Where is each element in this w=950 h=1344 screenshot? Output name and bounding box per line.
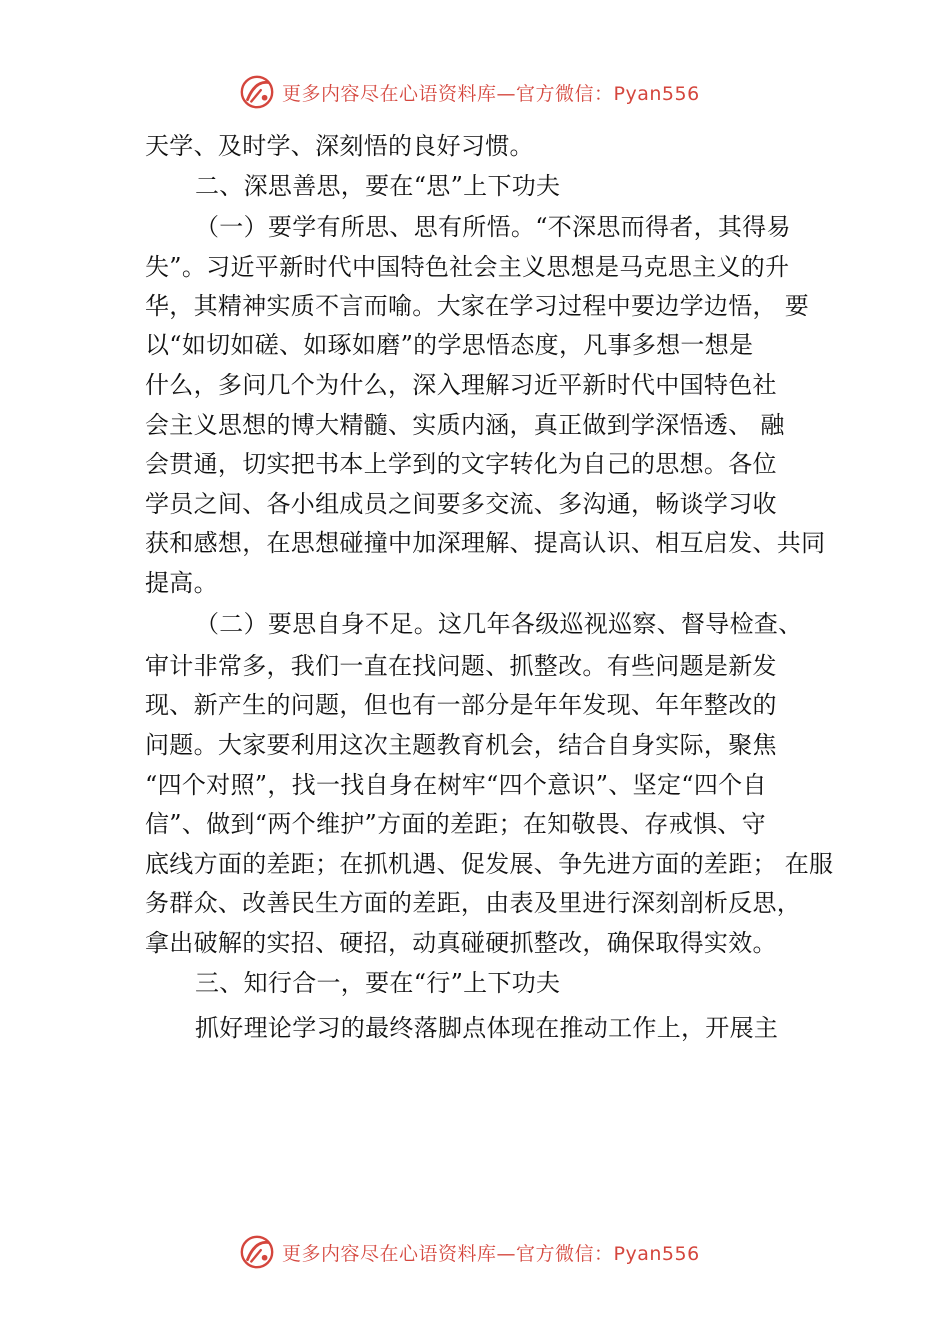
text-line: 会贯通，切实把书本上学到的文字转化为自己的思想。各位 bbox=[145, 450, 777, 478]
text-line: 审计非常多，我们一直在找问题、抓整改。有些问题是新发 bbox=[145, 652, 777, 680]
header-banner-text: 更多内容尽在心语资料库—官方微信：Pyan556 bbox=[282, 82, 700, 105]
footer-banner-text: 更多内容尽在心语资料库—官方微信：Pyan556 bbox=[282, 1242, 700, 1265]
text-line: 问题。大家要利用这次主题教育机会，结合自身实际，聚焦 bbox=[145, 731, 777, 759]
text-line: 什么，多问几个为什么，深入理解习近平新时代中国特色社 bbox=[145, 371, 777, 399]
text-line: 获和感想，在思想碰撞中加深理解、提高认识、相互启发、共同 bbox=[145, 529, 826, 557]
text-line: “四个对照”，找一找自身在树牢“四个意识”、坚定“四个自 bbox=[145, 771, 767, 799]
text-line: 提高。 bbox=[145, 569, 218, 597]
text-line: 信”、做到“两个维护”方面的差距；在知敬畏、存戒惧、守 bbox=[145, 810, 766, 838]
text-line: 以“如切如磋、如琢如磨”的学思悟态度，凡事多想一想是 bbox=[145, 331, 754, 359]
text-line: 抓好理论学习的最终落脚点体现在推动工作上，开展主 bbox=[195, 1014, 779, 1042]
text-line: 底线方面的差距；在抓机遇、促发展、争先进方面的差距； 在服 bbox=[145, 850, 834, 878]
text-line: 学员之间、各小组成员之间要多交流、多沟通，畅谈学习收 bbox=[145, 490, 777, 518]
text-line: 天学、及时学、深刻悟的良好习惯。 bbox=[145, 132, 534, 160]
text-line: 务群众、改善民生方面的差距，由表及里进行深刻剖析反思， bbox=[145, 889, 802, 917]
brand-logo-icon bbox=[238, 73, 276, 111]
brand-logo-icon bbox=[238, 1233, 276, 1271]
section-heading: 三、知行合一，要在“行”上下功夫 bbox=[195, 969, 561, 997]
text-line: 会主义思想的博大精髓、实质内涵，真正做到学深悟透、 融 bbox=[145, 411, 785, 439]
text-line: 拿出破解的实招、硬招，动真碰硬抓整改，确保取得实效。 bbox=[145, 929, 777, 957]
section-heading: 二、深思善思，要在“思”上下功夫 bbox=[195, 172, 561, 200]
text-line: 华，其精神实质不言而喻。大家在学习过程中要边学边悟， 要 bbox=[145, 292, 810, 320]
text-line: 失”。习近平新时代中国特色社会主义思想是马克思主义的升 bbox=[145, 253, 790, 281]
text-line: （一）要学有所思、思有所悟。“不深思而得者，其得易 bbox=[195, 213, 791, 241]
header-banner bbox=[0, 72, 950, 112]
text-line: 现、新产生的问题，但也有一部分是年年发现、年年整改的 bbox=[145, 691, 777, 719]
footer-banner bbox=[0, 1232, 950, 1272]
text-line: （二）要思自身不足。这几年各级巡视巡察、督导检查、 bbox=[195, 610, 803, 638]
